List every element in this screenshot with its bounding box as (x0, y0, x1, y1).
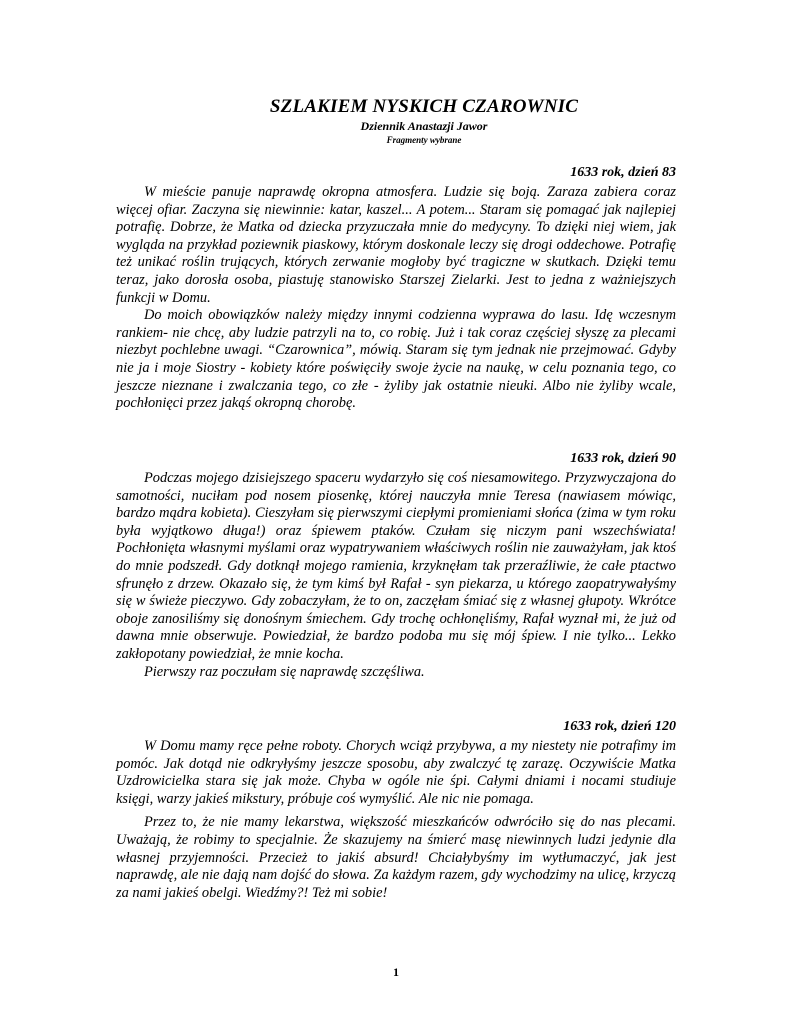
document-title: SZLAKIEM NYSKICH CZAROWNIC (269, 96, 579, 117)
entry-paragraph: Przez to, że nie mamy lekarstwa, większość mieszkańców odwróciło się do nas plecami. Uważają, że robimy to specjalnie. Że skazujemy na śmierć masę niewinnych ludzi jedynie dla własnej przyjemności. Przecież to jakiś absurd! Chciałybyśmy im wytłumaczyć, jak jest naprawdę, ale nie dają nam dojść do słowa. Za każdym razem, gdy wychodzimy na ulicę, krzyczą za nami jakieś obelgi. Wiedźmy?! Też mi sobie! (116, 814, 676, 901)
entry-date: 1633 rok, dzień 90 (570, 451, 676, 466)
entry-paragraph: Pierwszy raz poczułam się naprawdę szczęśliwa. (144, 663, 425, 680)
document-subtitle: Dziennik Anastazji Jawor (360, 119, 488, 133)
document-note: Fragmenty wybrane (386, 135, 462, 145)
entry-paragraph: W mieście panuje naprawdę okropna atmosfera. Ludzie się boją. Zaraza zabiera coraz więcej ofiar. Zaczyna się niewinnie: katar, kaszel... A potem... Staram się pomagać jak najlepiej potrafię. Dobrze, że Matka od dziecka przyzuczała mnie do medycyny. To dzięki niej wiem, jak wygląda na przykład poziewnik piaskowy, którym doskonale leczy się drogi oddechowe. Potrafię też unikać roślin trujących, których zerwanie mogłoby być tragiczne w skutkach. Dzięki temu teraz, jako dorosła osoba, piastuję stanowisko Starszej Zielarki. Jest to jedna z ważniejszych funkcji w Domu. (116, 184, 676, 306)
diary-entry (116, 164, 676, 419)
entry-paragraph: Podczas mojego dzisiejszego spaceru wydarzyło się coś niesamowitego. Przyzwyczajona do samotności, nuciłam pod nosem piosenkę, której nauczyła mnie Teresa (nawiasem mówiąc, bardzo mądra kobieta). Cieszyłam się pierwszymi ciepłymi promieniami słońca (zima w tym roku była wyjątkowo długa!) oraz śpiewem ptaków. Czułam się niczym pani wszechświata! Pochłonięta własnymi myślami oraz wypatrywaniem właściwych roślin nie zauważyłam, jak ktoś do mnie podszedł. Gdy dotknął mojego ramienia, krzyknęłam tak przeraźliwie, że całe ptactwo sfrunęło z drzew. Okazało się, że tym kimś był Rafał - syn piekarza, u którego zaopatrywałyśmy się w świeże pieczywo. Gdy zobaczyłam, że to on, zaczęłam śmiać się z własnej głupoty. Wkrótce oboje zanosiliśmy się donośnym śmiechem. Gdy trochę ochłonęliśmy, Rafał wyznał mi, że już od dawna mnie obserwuje. Powiedział, że bardzo podoba mu się mój śpiew. I nie tylko... Lekko zakłopotany powiedział, że mnie kocha. (116, 470, 676, 662)
entry-date: 1633 rok, dzień 83 (570, 165, 676, 180)
page-number: 1 (393, 965, 399, 979)
entry-paragraph: Do moich obowiązków należy między innymi codzienna wyprawa do lasu. Idę wczesnym rankiem- nie chcę, aby ludzie patrzyli na to, co robię. Już i tak coraz częściej słyszę za plecami niezbyt pochlebne uwagi. “Czarownica”, mówią. Staram się tym jednak nie przejmować. Gdyby nie ja i moje Siostry - kobiety które poświęciły swoje życie na naukę, w celu poznania tego, co jeszcze nieznane i zwalczania tego, co złe - żyliby jak ostatnie nieuki. Albo nie żyliby wcale, pochłonięci przez jakąś okropną chorobę. (116, 307, 676, 412)
diary-entry (116, 450, 676, 687)
entry-paragraph: W Domu mamy ręce pełne roboty. Chorych wciąż przybywa, a my niestety nie potrafimy im pomóc. Jak dotąd nie odkryłyśmy jeszcze sposobu, aby zwalczyć tę zarazę. Oczywiście Matka Uzdrowicielka stara się jak może. Chyba w ogóle nie śpi. Całymi dniami i nocami studiuje księgi, warzy jakieś mikstury, próbuje coś wymyślić. Ale nic nie pomaga. (116, 738, 676, 807)
diary-entry (116, 718, 676, 908)
entry-date: 1633 rok, dzień 120 (563, 719, 676, 734)
